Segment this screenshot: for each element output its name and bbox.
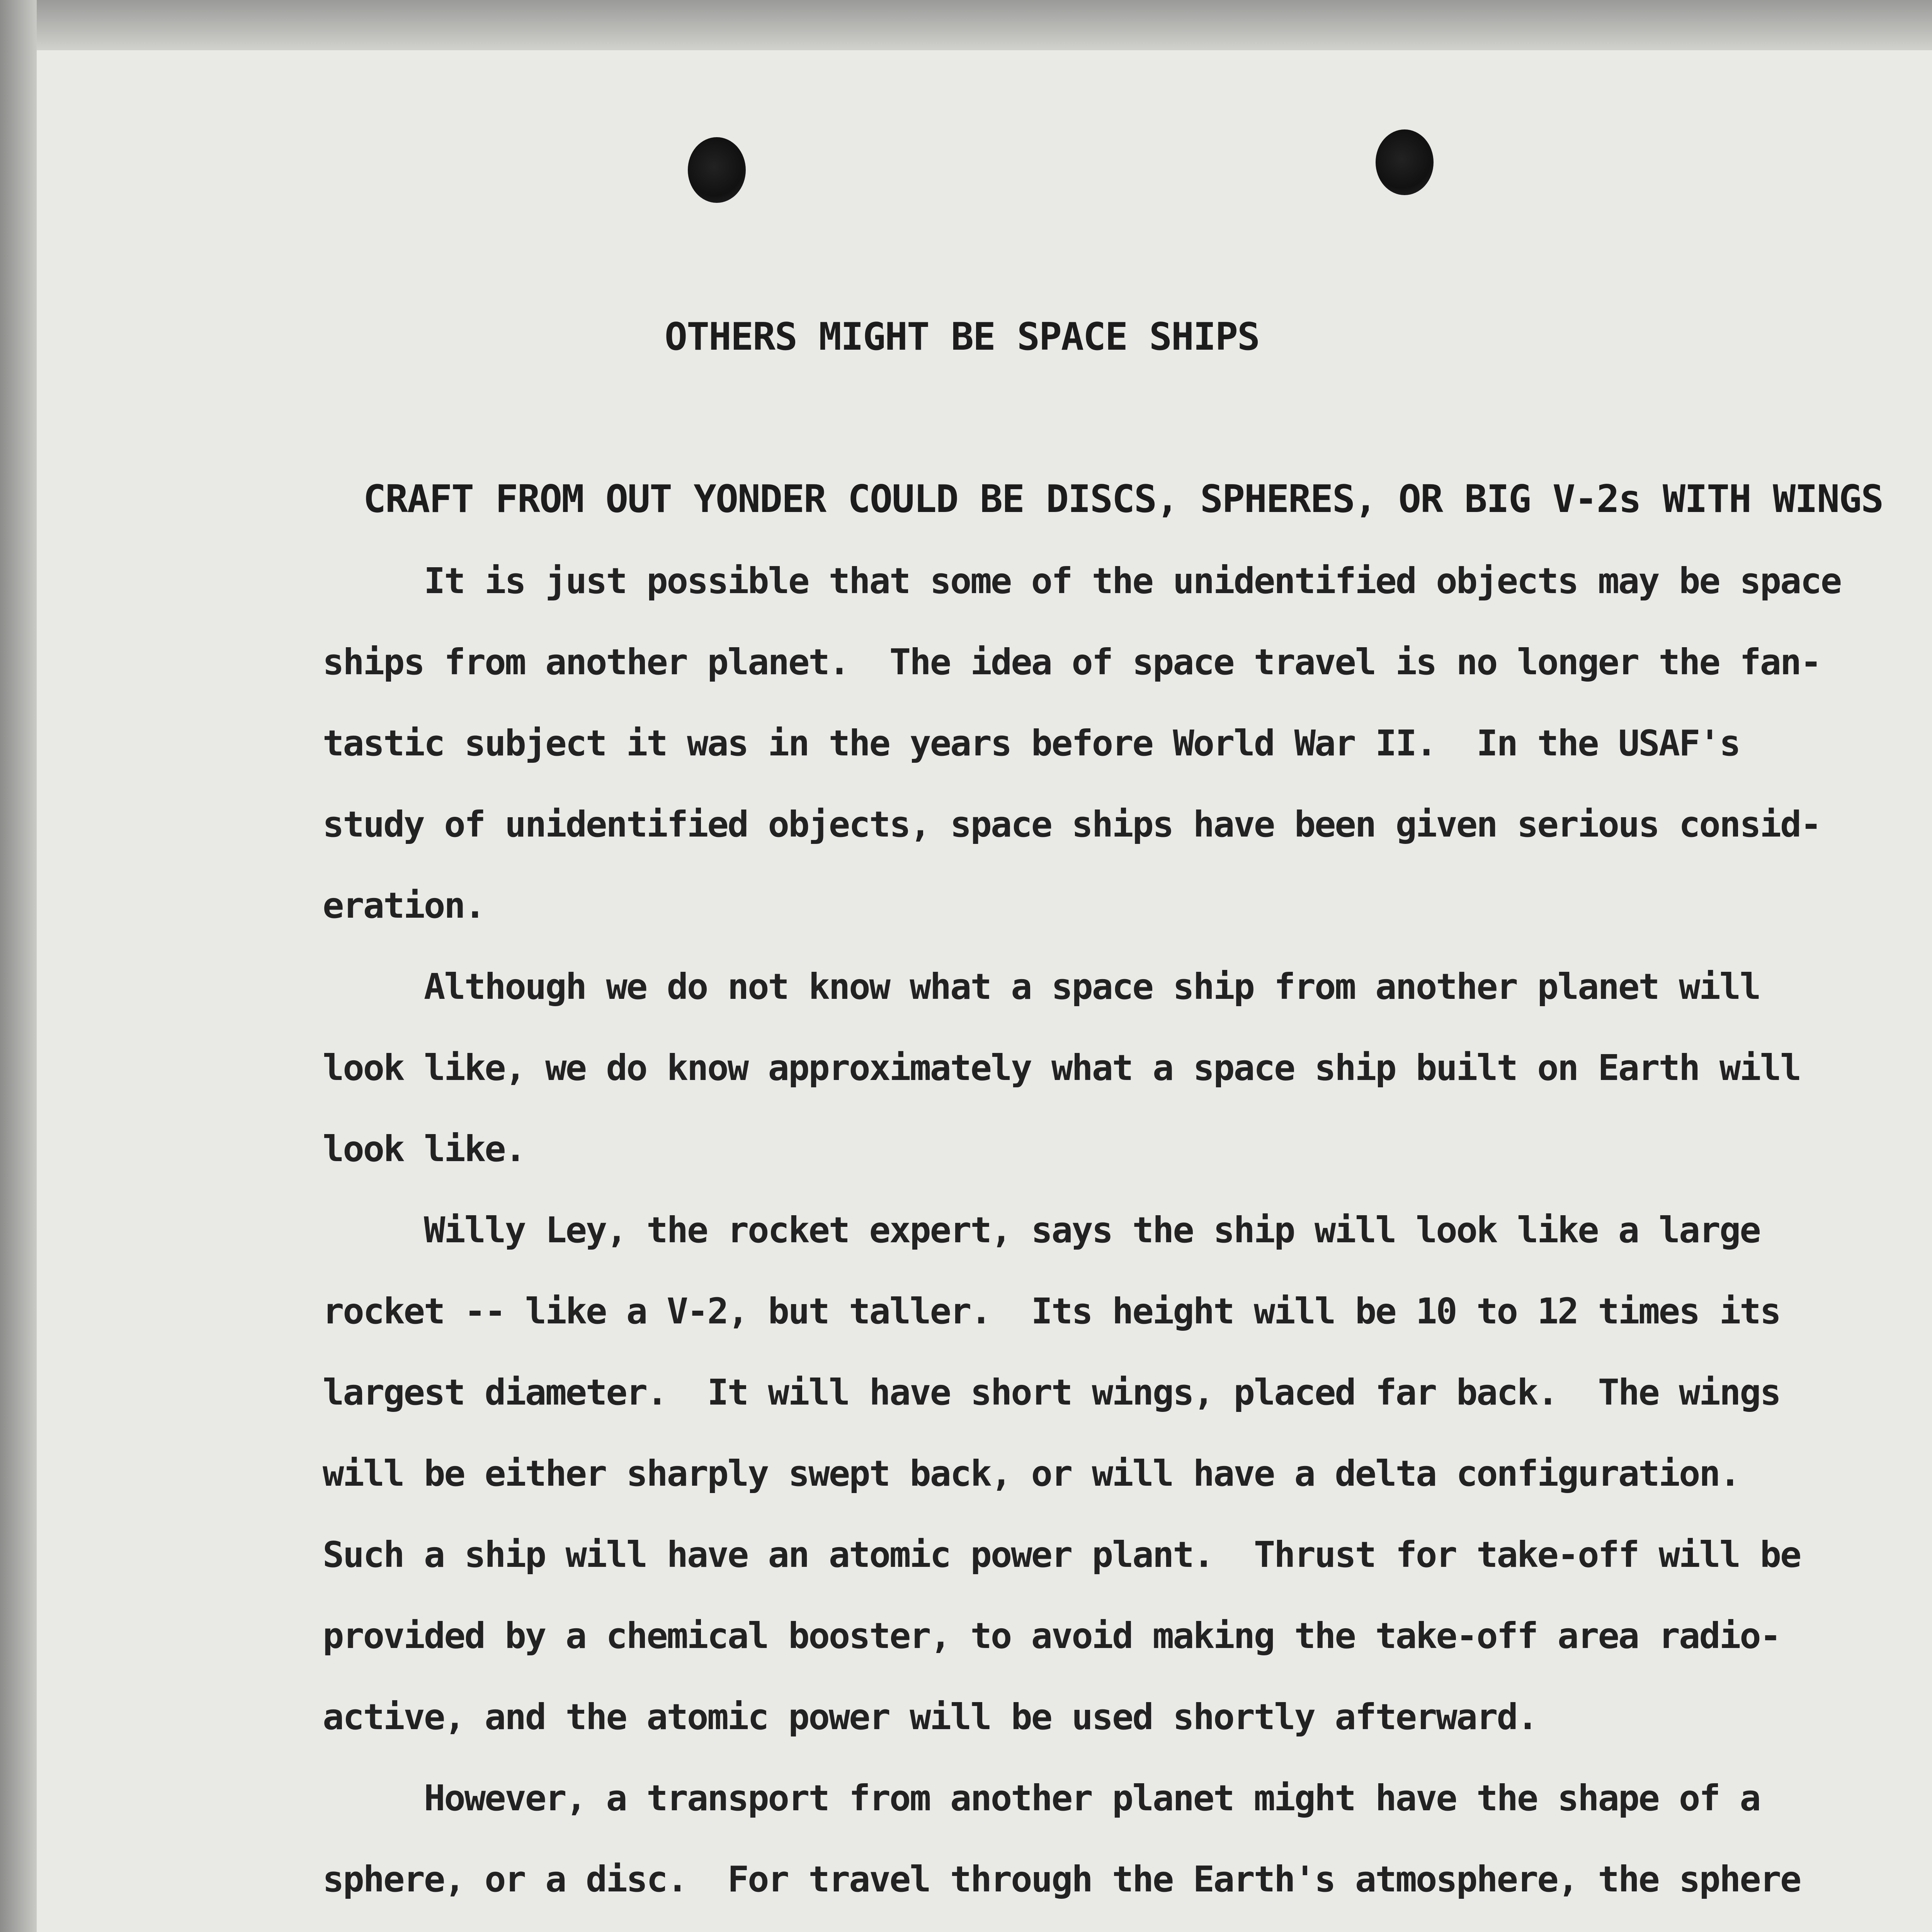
body-line: tastic subject it was in the years before World War II. In the USAF's (323, 723, 1740, 764)
body-line: provided by a chemical booster, to avoid making the take-off area radio- (323, 1615, 1780, 1656)
body-line: will be either sharply swept back, or will have a delta configuration. (323, 1453, 1740, 1494)
body-line: rocket -- like a V-2, but taller. Its height will be 10 to 12 times its (323, 1291, 1780, 1332)
body-line: Although we do not know what a space ship from another planet will (323, 966, 1760, 1007)
body-line: Willy Ley, the rocket expert, says the ship will look like a large (323, 1209, 1760, 1251)
scan-left-edge (0, 0, 37, 1932)
body-line: ships from another planet. The idea of space travel is no longer the fan- (323, 641, 1821, 683)
body-line: active, and the atomic power will be used shortly afterward. (323, 1696, 1537, 1738)
body-line: It is just possible that some of the unidentified objects may be space (323, 560, 1841, 602)
punch-hole-left (688, 137, 746, 203)
body-line: Such a ship will have an atomic power plant. Thrust for take-off will be (323, 1534, 1801, 1575)
punch-hole-right (1376, 129, 1434, 195)
body-line: largest diameter. It will have short wings, placed far back. The wings (323, 1372, 1780, 1413)
body-line: eration. (323, 885, 485, 926)
body-line: However, a transport from another planet might have the shape of a (323, 1777, 1760, 1819)
body-line: sphere, or a disc. For travel through the Earth's atmosphere, the sphere (323, 1859, 1801, 1900)
body-line: look like, we do know approximately what a space ship built on Earth will (323, 1047, 1801, 1088)
document-subtitle: CRAFT FROM OUT YONDER COULD BE DISCS, SPHERES, OR BIG V-2s WITH WINGS (363, 477, 1883, 521)
document-title: OTHERS MIGHT BE SPACE SHIPS (665, 315, 1260, 359)
body-line: study of unidentified objects, space ships have been given serious consid- (323, 804, 1821, 845)
body-line: look like. (323, 1128, 525, 1170)
